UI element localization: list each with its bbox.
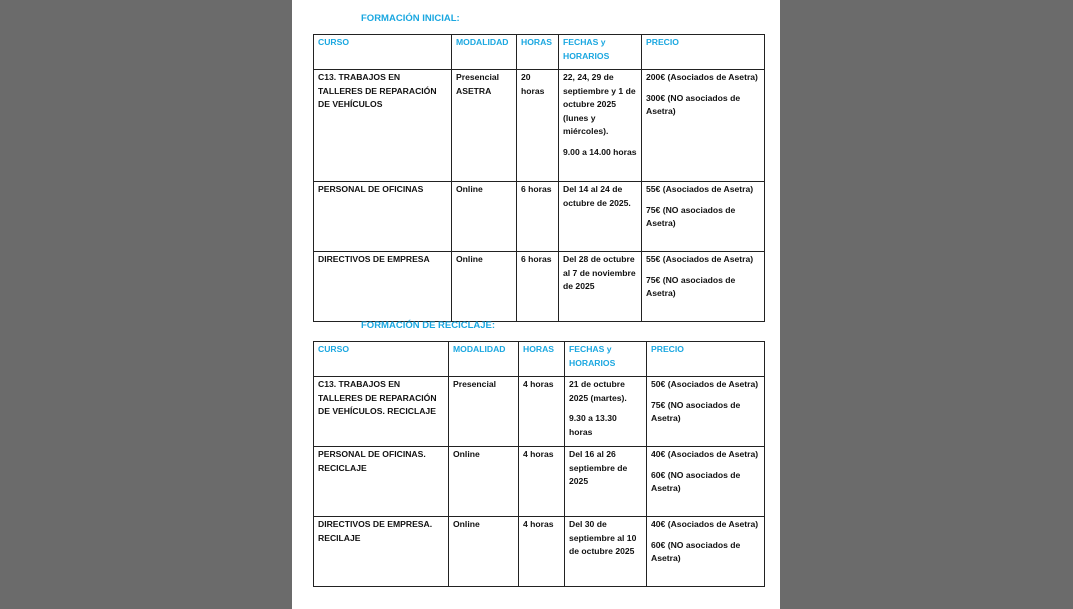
table-header-row bbox=[314, 342, 765, 377]
cell-curso: C13. TRABAJOS EN TALLERES DE REPARACIÓN DE VEHÍCULOS bbox=[314, 70, 452, 182]
price-members: 40€ (Asociados de Asetra) bbox=[651, 449, 759, 459]
price-non-members: 60€ (NO asociados de Asetra) bbox=[651, 539, 741, 564]
cell-curso: PERSONAL DE OFICINAS. RECICLAJE bbox=[314, 447, 449, 517]
cell-horas: 4 horas bbox=[519, 377, 565, 447]
cell-modalidad: Online bbox=[449, 447, 519, 517]
cell-modalidad: Online bbox=[449, 517, 519, 587]
table-row bbox=[314, 377, 765, 447]
price-members: 40€ (Asociados de Asetra) bbox=[651, 519, 759, 529]
header-curso: CURSO bbox=[314, 35, 452, 70]
price-non-members: 60€ (NO asociados de Asetra) bbox=[651, 469, 741, 494]
cell-precio bbox=[647, 517, 765, 587]
header-horas: HORAS bbox=[517, 35, 559, 70]
cell-precio bbox=[642, 252, 765, 322]
cell-horas: 4 horas bbox=[519, 447, 565, 517]
recycling-training-title: FORMACIÓN DE RECICLAJE: bbox=[361, 320, 496, 331]
cell-precio bbox=[642, 182, 765, 252]
table-row bbox=[314, 517, 765, 587]
price-non-members: 75€ (NO asociados de Asetra) bbox=[651, 399, 741, 424]
cell-horas: 20 horas bbox=[517, 70, 559, 182]
header-horas: HORAS bbox=[519, 342, 565, 377]
cell-fechas bbox=[559, 70, 642, 182]
table-row bbox=[314, 447, 765, 517]
fechas-text: 22, 24, 29 de septiembre y 1 de octubre 2025 (lunes y miércoles). bbox=[563, 72, 636, 137]
initial-training-table bbox=[313, 34, 765, 322]
header-precio: PRECIO bbox=[647, 342, 765, 377]
cell-horas: 6 horas bbox=[517, 252, 559, 322]
fechas-text: Del 16 al 26 septiembre de 2025 bbox=[569, 449, 628, 487]
cell-fechas bbox=[565, 517, 647, 587]
cell-curso: PERSONAL DE OFICINAS bbox=[314, 182, 452, 252]
cell-modalidad: Presencial bbox=[449, 377, 519, 447]
cell-fechas bbox=[559, 252, 642, 322]
price-members: 55€ (Asociados de Asetra) bbox=[646, 184, 754, 194]
cell-fechas bbox=[559, 182, 642, 252]
header-modalidad: MODALIDAD bbox=[452, 35, 517, 70]
price-non-members: 75€ (NO asociados de Asetra) bbox=[646, 274, 736, 299]
cell-precio bbox=[647, 447, 765, 517]
horario-text: 9.30 a 13.30 horas bbox=[569, 413, 617, 437]
header-curso: CURSO bbox=[314, 342, 449, 377]
recycling-training-table bbox=[313, 341, 765, 587]
cell-precio bbox=[642, 70, 765, 182]
fechas-text: Del 28 de octubre al 7 de noviembre de 2025 bbox=[563, 254, 636, 292]
cell-horas: 6 horas bbox=[517, 182, 559, 252]
header-fechas: FECHAS y HORARIOS bbox=[565, 342, 647, 377]
horario-text: 9.00 a 14.00 horas bbox=[563, 146, 637, 157]
header-precio: PRECIO bbox=[642, 35, 765, 70]
table-row bbox=[314, 70, 765, 182]
price-members: 55€ (Asociados de Asetra) bbox=[646, 254, 754, 264]
cell-modalidad: Online bbox=[452, 182, 517, 252]
initial-training-title: FORMACIÓN INICIAL: bbox=[361, 13, 460, 24]
price-members: 200€ (Asociados de Asetra) bbox=[646, 72, 758, 82]
price-non-members: 75€ (NO asociados de Asetra) bbox=[646, 204, 736, 229]
cell-curso: DIRECTIVOS DE EMPRESA. RECILAJE bbox=[314, 517, 449, 587]
table-row bbox=[314, 182, 765, 252]
document-page bbox=[292, 0, 780, 609]
header-modalidad: MODALIDAD bbox=[449, 342, 519, 377]
price-members: 50€ (Asociados de Asetra) bbox=[651, 379, 759, 389]
table-header-row bbox=[314, 35, 765, 70]
fechas-text: Del 30 de septiembre al 10 de octubre 2025 bbox=[569, 519, 637, 557]
header-fechas: FECHAS y HORARIOS bbox=[559, 35, 642, 70]
fechas-text: Del 14 al 24 de octubre de 2025. bbox=[563, 184, 631, 208]
cell-modalidad: Online bbox=[452, 252, 517, 322]
cell-modalidad: Presencial ASETRA bbox=[452, 70, 517, 182]
cell-horas: 4 horas bbox=[519, 517, 565, 587]
price-non-members: 300€ (NO asociados de Asetra) bbox=[646, 92, 741, 117]
cell-precio bbox=[647, 377, 765, 447]
cell-fechas bbox=[565, 377, 647, 447]
fechas-text: 21 de octubre 2025 (martes). bbox=[569, 379, 627, 403]
cell-curso: C13. TRABAJOS EN TALLERES DE REPARACIÓN DE VEHÍCULOS. RECICLAJE bbox=[314, 377, 449, 447]
cell-curso: DIRECTIVOS DE EMPRESA bbox=[314, 252, 452, 322]
cell-fechas bbox=[565, 447, 647, 517]
table-row bbox=[314, 252, 765, 322]
